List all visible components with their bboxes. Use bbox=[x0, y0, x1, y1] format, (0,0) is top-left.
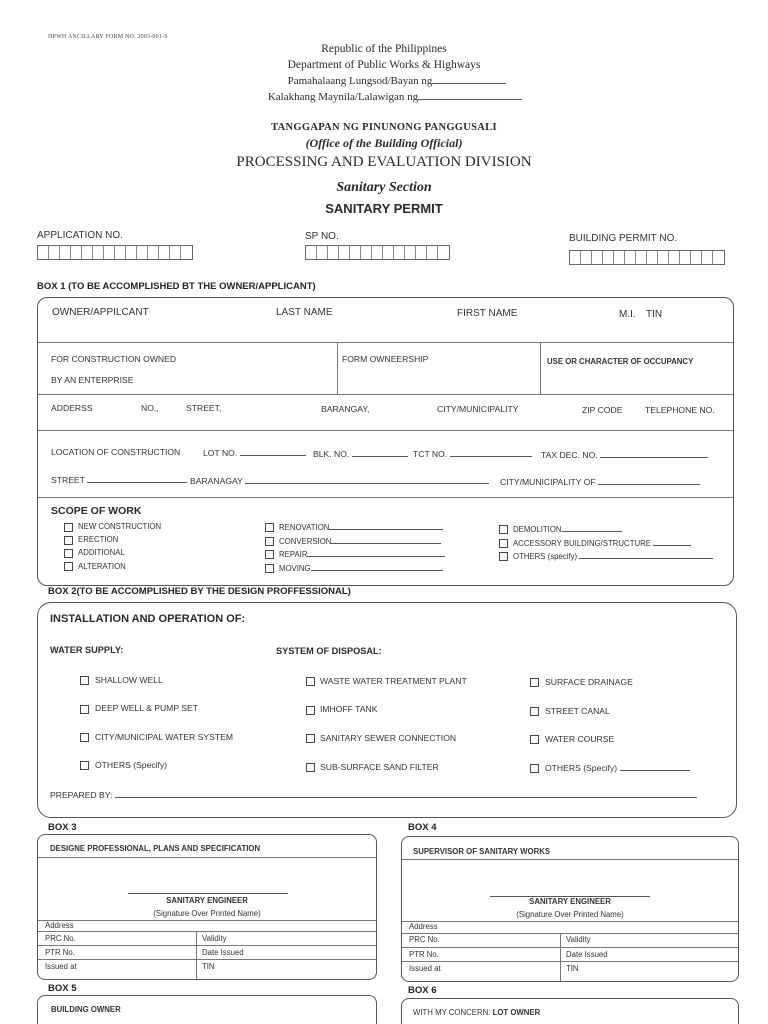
box4-tin-label: TIN bbox=[566, 964, 579, 973]
sp-no-field[interactable] bbox=[305, 245, 450, 260]
disposal-item-label: WASTE WATER TREATMENT PLANT bbox=[320, 676, 467, 686]
box1-divider bbox=[540, 342, 541, 394]
application-no-label: APPLICATION NO. bbox=[37, 230, 123, 241]
blk-no-field[interactable]: BLK. NO. bbox=[313, 448, 408, 459]
telephone-label: TELEPHONE NO. bbox=[645, 405, 715, 415]
box4-title: SUPERVISOR OF SANITARY WORKS bbox=[413, 847, 551, 856]
box3-divider bbox=[38, 857, 376, 858]
office-title: TANGGAPAN NG PINUNONG PANGGUSALI bbox=[271, 122, 497, 133]
disposal-item-label: SANITARY SEWER CONNECTION bbox=[320, 733, 457, 743]
box4-issued-at-label: Issued at bbox=[409, 964, 441, 973]
building-permit-no-field[interactable] bbox=[569, 250, 725, 265]
office-subtitle: (Office of the Building Official) bbox=[305, 136, 463, 150]
new-construction-checkbox[interactable] bbox=[64, 523, 73, 532]
scope-label: ALTERATION bbox=[78, 562, 126, 571]
box3-address-label: Address bbox=[45, 921, 74, 930]
pamahalaan-line: Pamahalaang Lungsod/Bayan ng bbox=[0, 75, 768, 87]
sp-no-label: SP NO. bbox=[305, 231, 339, 242]
box3-title: DESIGNE PROFESSIONAL, PLANS AND SPECIFICATION bbox=[50, 844, 261, 853]
water-item-label: DEEP WELL & PUMP SET bbox=[95, 703, 198, 713]
conversion-checkbox[interactable] bbox=[265, 537, 274, 546]
box3-engineer: SANITARY ENGINEER bbox=[166, 896, 248, 905]
lot-no-field[interactable]: LOT NO. bbox=[203, 447, 306, 458]
box4-divider bbox=[560, 933, 561, 981]
address-street-label: STREET, bbox=[186, 403, 222, 413]
accessory-building-checkbox[interactable] bbox=[499, 539, 508, 548]
address-label: ADDERSS bbox=[51, 403, 93, 413]
renovation-checkbox[interactable] bbox=[265, 523, 274, 532]
box1-heading: BOX 1 (TO BE ACCOMPLISHED BT THE OWNER/APPLICANT) bbox=[37, 281, 316, 292]
street-field[interactable]: STREET bbox=[51, 474, 187, 485]
box1-divider bbox=[38, 342, 733, 343]
tct-no-field[interactable]: TCT NO. bbox=[413, 448, 532, 459]
moving-checkbox[interactable] bbox=[265, 564, 274, 573]
drainage-item-label: SURFACE DRAINAGE bbox=[545, 677, 633, 687]
repair-checkbox[interactable] bbox=[265, 550, 274, 559]
box4-signature-caption: (Signature Over Printed Name) bbox=[516, 910, 624, 919]
surface-drainage-checkbox[interactable] bbox=[530, 678, 539, 687]
additional-checkbox[interactable] bbox=[64, 549, 73, 558]
alteration-checkbox[interactable] bbox=[64, 562, 73, 571]
box3-divider bbox=[38, 931, 376, 932]
address-barangay-label: BARANGAY, bbox=[321, 404, 370, 414]
box4-validity-label: Validity bbox=[566, 935, 591, 944]
scope-label: OTHERS (specify) bbox=[513, 551, 713, 561]
prepared-by-field[interactable]: PREPARED BY: bbox=[50, 789, 697, 800]
republic-line: Republic of the Philippines bbox=[321, 43, 447, 55]
water-item-label: CITY/MUNICIPAL WATER SYSTEM bbox=[95, 732, 233, 742]
box3-prc-label: PRC No. bbox=[45, 934, 76, 943]
drainage-item-label: OTHERS (Specify) bbox=[545, 763, 690, 773]
address-city-label: CITY/MUNICIPALITY bbox=[437, 404, 519, 414]
sand-filter-checkbox[interactable] bbox=[306, 763, 315, 772]
box5-heading: BOX 5 bbox=[48, 983, 77, 994]
imhoff-tank-checkbox[interactable] bbox=[306, 706, 315, 715]
others-specify-checkbox[interactable] bbox=[499, 552, 508, 561]
box3-divider bbox=[38, 920, 376, 921]
box1-divider bbox=[38, 497, 733, 498]
box2-heading: BOX 2(TO BE ACCOMPLISHED BY THE DESIGN PROFFESSIONAL) bbox=[48, 586, 351, 597]
box3-signature-line[interactable] bbox=[128, 893, 288, 894]
box4-date-issued-label: Date Issued bbox=[566, 950, 608, 959]
box4-divider bbox=[402, 933, 738, 934]
box3-signature-caption: (Signature Over Printed Name) bbox=[153, 909, 261, 918]
box4-ptr-label: PTR No. bbox=[409, 950, 439, 959]
scope-label: ADDITIONAL bbox=[78, 548, 125, 557]
scope-label: DEMOLITION bbox=[513, 524, 622, 534]
owner-applicant-label: OWNER/APPILCANT bbox=[52, 307, 149, 318]
tin-label: TIN bbox=[646, 309, 663, 320]
box3-ptr-label: PTR No. bbox=[45, 948, 75, 957]
scope-label: CONVERSION bbox=[279, 536, 441, 546]
box3-divider bbox=[38, 945, 376, 946]
permit-title: SANITARY PERMIT bbox=[325, 201, 443, 216]
first-name-label: FIRST NAME bbox=[457, 308, 518, 319]
division-title: PROCESSING AND EVALUATION DIVISION bbox=[236, 154, 532, 170]
box1-divider bbox=[38, 430, 733, 431]
box3-tin-label: TIN bbox=[202, 962, 215, 971]
section-title: Sanitary Section bbox=[336, 180, 432, 195]
box6-title: WITH MY CONCERN: LOT OWNER bbox=[413, 1008, 541, 1017]
scope-label: REPAIR bbox=[279, 549, 445, 559]
box3-issued-at-label: Issued at bbox=[45, 962, 77, 971]
water-item-label: SHALLOW WELL bbox=[95, 675, 163, 685]
box1-divider bbox=[337, 342, 338, 394]
shallow-well-checkbox[interactable] bbox=[80, 676, 89, 685]
box1-divider bbox=[38, 394, 733, 395]
box4-divider bbox=[402, 859, 738, 860]
box4-prc-label: PRC No. bbox=[409, 935, 440, 944]
kalakhang-line: Kalakhang Maynila/Lalawigan ng bbox=[0, 91, 768, 103]
deep-well-checkbox[interactable] bbox=[80, 705, 89, 714]
building-permit-no-label: BUILDING PERMIT NO. bbox=[569, 233, 678, 244]
city-water-system-checkbox[interactable] bbox=[80, 733, 89, 742]
baranagay-field[interactable]: BARANAGAY bbox=[190, 475, 489, 486]
box4-divider bbox=[402, 961, 738, 962]
box3-date-issued-label: Date Issued bbox=[202, 948, 244, 957]
box4-heading: BOX 4 bbox=[408, 822, 437, 833]
box3-heading: BOX 3 bbox=[48, 822, 77, 833]
disposal-item-label: SUB-SURFACE SAND FILTER bbox=[320, 762, 439, 772]
last-name-label: LAST NAME bbox=[276, 307, 333, 318]
scope-label: ERECTION bbox=[78, 535, 119, 544]
disposal-item-label: IMHOFF TANK bbox=[320, 704, 378, 714]
box4-divider bbox=[402, 947, 738, 948]
scope-label: ACCESSORY BUILDING/STRUCTURE bbox=[513, 538, 691, 548]
box4-address-label: Address bbox=[409, 922, 438, 931]
sanitary-sewer-checkbox[interactable] bbox=[306, 734, 315, 743]
address-no-label: NO., bbox=[141, 403, 159, 413]
box3-divider bbox=[196, 931, 197, 979]
installation-title: INSTALLATION AND OPERATION OF: bbox=[50, 613, 246, 625]
scope-label: NEW CONSTRUCTION bbox=[78, 522, 162, 531]
system-disposal-title: SYSTEM OF DISPOSAL: bbox=[276, 646, 382, 656]
box3-validity-label: Validity bbox=[202, 934, 227, 943]
scope-label: MOVING bbox=[279, 563, 443, 573]
box6-heading: BOX 6 bbox=[408, 985, 437, 996]
water-others-checkbox[interactable] bbox=[80, 761, 89, 770]
box4-divider bbox=[402, 921, 738, 922]
zip-code-label: ZIP CODE bbox=[582, 405, 623, 415]
department-line: Department of Public Works & Highways bbox=[287, 59, 481, 71]
drainage-item-label: STREET CANAL bbox=[545, 706, 610, 716]
water-course-checkbox[interactable] bbox=[530, 735, 539, 744]
scope-label: RENOVATION bbox=[279, 522, 443, 532]
street-canal-checkbox[interactable] bbox=[530, 707, 539, 716]
drainage-item-label: WATER COURSE bbox=[545, 734, 615, 744]
form-ownership-label: FORM OWNEERSHIP bbox=[342, 354, 429, 364]
drainage-others-checkbox[interactable] bbox=[530, 764, 539, 773]
for-construction-label: FOR CONSTRUCTION OWNED bbox=[51, 354, 177, 364]
waste-water-plant-checkbox[interactable] bbox=[306, 677, 315, 686]
location-row: LOCATION OF CONSTRUCTION bbox=[51, 447, 181, 457]
use-character-label: USE OR CHARACTER OF OCCUPANCY bbox=[547, 357, 694, 366]
mi-label: M.I. bbox=[619, 309, 636, 320]
by-enterprise-label: BY AN ENTERPRISE bbox=[51, 375, 134, 385]
erection-checkbox[interactable] bbox=[64, 536, 73, 545]
box4-engineer: SANITARY ENGINEER bbox=[529, 897, 611, 906]
water-item-label: OTHERS (Specify) bbox=[95, 760, 168, 770]
scope-of-work-title: SCOPE OF WORK bbox=[51, 505, 142, 517]
city-of-field[interactable]: CITY/MUNICIPALITY OF bbox=[500, 476, 700, 487]
box3-divider bbox=[38, 959, 376, 960]
application-no-field[interactable] bbox=[37, 245, 193, 260]
water-supply-title: WATER SUPPLY: bbox=[50, 645, 124, 655]
box5-title: BUILDING OWNER bbox=[51, 1005, 121, 1014]
demolition-checkbox[interactable] bbox=[499, 525, 508, 534]
form-number: DPWH ANCILLARY FORM NO. 2003-001-S bbox=[48, 34, 168, 40]
tax-dec-field[interactable]: TAX DEC. NO. bbox=[541, 449, 708, 460]
